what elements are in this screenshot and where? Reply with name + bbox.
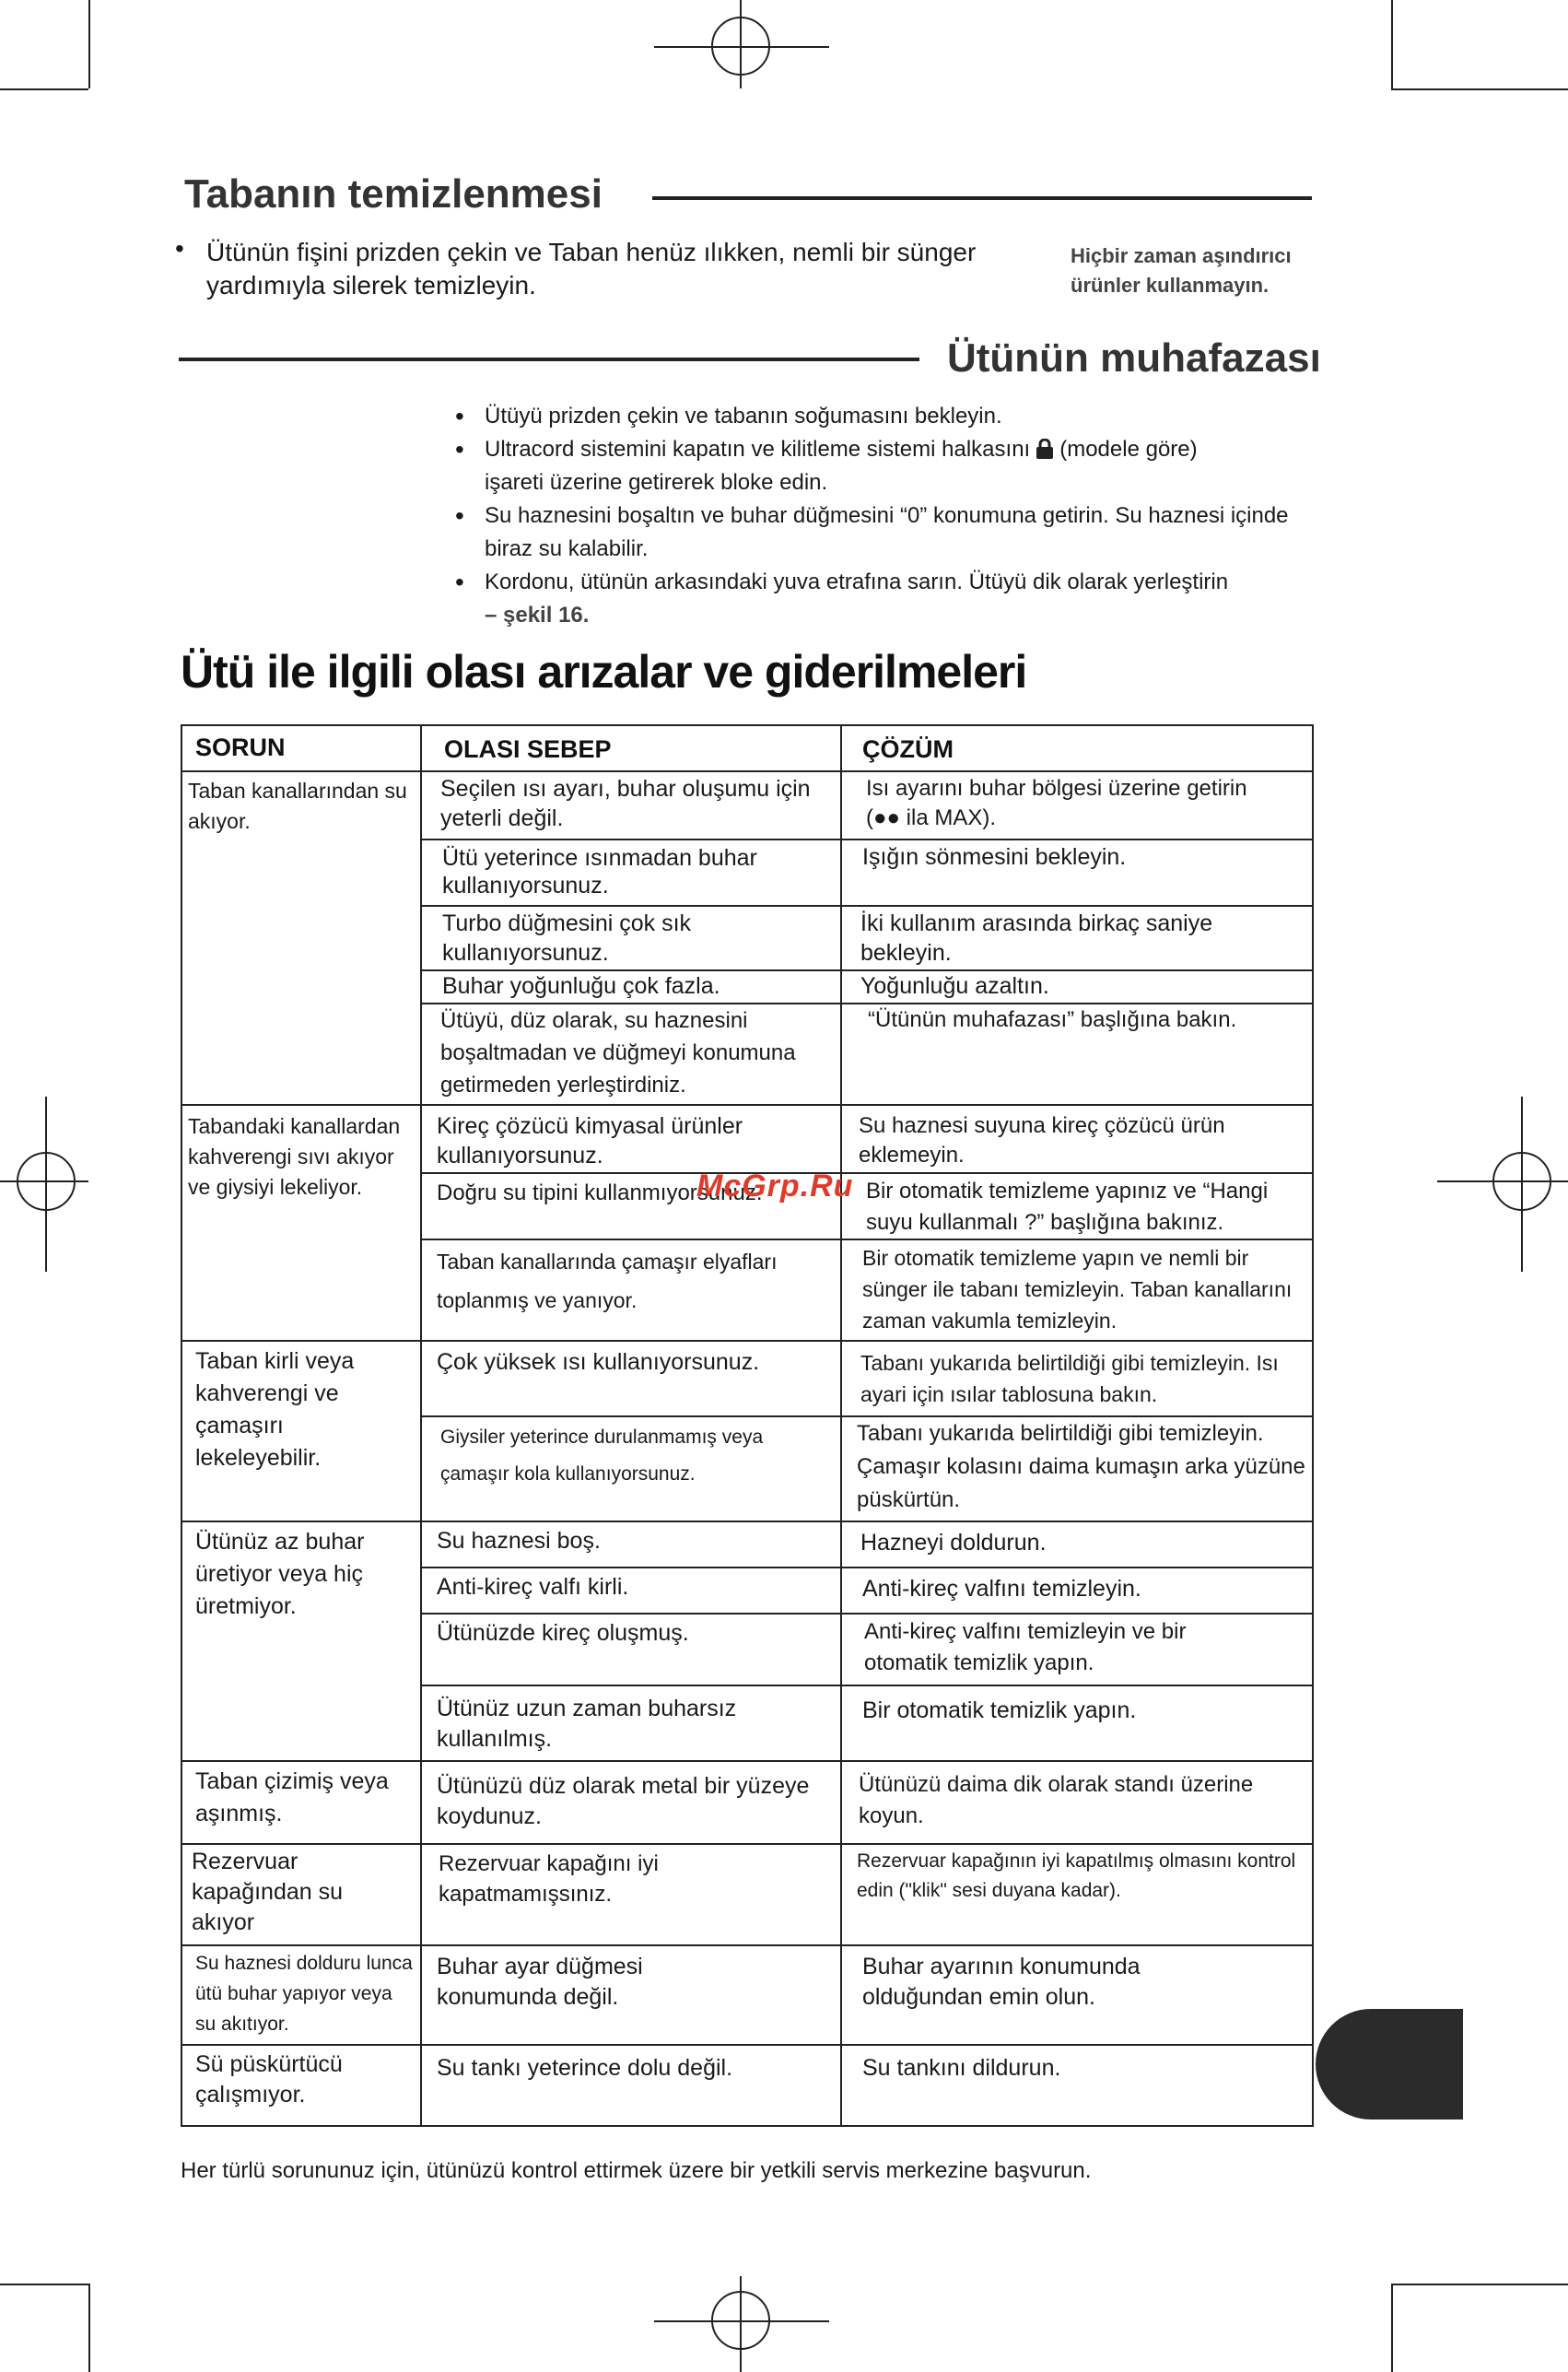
- cause-9: Çok yüksek ısı kullanıyorsunuz.: [437, 1349, 760, 1375]
- storage-item-2: [455, 433, 1340, 499]
- solution-9: Tabanı yukarıda belirtildiği gibi temizleyin. Isı ayari için ısılar tablosuna bakın.: [860, 1351, 1279, 1406]
- solution-8: Bir otomatik temizleme yapın ve nemli bir sünger ile tabanı temizleyin. Taban kanallarını zaman vakumla temizleyin.: [862, 1246, 1293, 1333]
- cause-1: Seçilen ısı ayarı, buhar oluşumu için yeterli değil.: [440, 776, 811, 831]
- storage-title: Ütünün muhafazası: [947, 335, 1321, 381]
- cleaning-text-line-2: yardımıyla silerek temizleyin.: [206, 271, 536, 299]
- cause-6: Kireç çözücü kimyasal ürünler kullanıyorsunuz.: [437, 1113, 743, 1168]
- cause-10: Giysiler yeterince durulanmamış veya çamaşır kola kullanıyorsunuz.: [440, 1427, 764, 1485]
- solution-18: Su tankını dildurun.: [862, 2055, 1061, 2081]
- solution-14: Bir otomatik temizlik yapın.: [862, 1697, 1137, 1723]
- cleaning-title-rule: [652, 196, 1312, 200]
- footer-note: Her türlü sorununuz için, ütünüzü kontrol ettirmek üzere bir yetkili servis merkezine başvurun.: [181, 2158, 1092, 2183]
- problem-1: Taban kanallarından su akıyor.: [188, 779, 407, 833]
- storage-item-4-cont: – şekil 16.: [485, 603, 590, 628]
- cleaning-text: [206, 236, 1063, 302]
- problem-3: Taban kirli veya kahverengi ve çamaşırı lekeleyebilir.: [195, 1348, 355, 1471]
- lock-icon: [1036, 439, 1054, 459]
- cause-8: Taban kanallarında çamaşır elyafları toplanmış ve yanıyor.: [437, 1250, 778, 1312]
- storage-item-4-text: Kordonu, ütünün arkasındaki yuva etrafına sarın. Ütüyü dik olarak yerleştirin: [485, 570, 1229, 594]
- cause-13: Ütünüzde kireç oluşmuş.: [437, 1620, 689, 1646]
- solution-7: Bir otomatik temizleme yapınız ve “Hangi suyu kullanmalı ?” başlığına bakınız.: [866, 1179, 1269, 1235]
- cleaning-warning-line-2: ürünler kullanmayın.: [1071, 274, 1270, 297]
- cause-17: Buhar ayar düğmesi konumunda değil.: [437, 1954, 643, 2010]
- cleaning-text-line-1: Ütünün fişini prizden çekin ve Taban henüz ılıkken, nemli bir sünger: [206, 238, 977, 266]
- storage-item-2-text: Ultracord sistemini kapatın ve kilitleme sistemi halkasını: [485, 437, 1031, 462]
- solution-1-line-2: (●● ila MAX).: [866, 805, 996, 830]
- solution-10: Tabanı yukarıda belirtildiği gibi temizleyin. Çamaşır kolasını daima kumaşın arka yüzüne püskürtün.: [857, 1421, 1305, 1512]
- troubleshooting-table: [181, 724, 1314, 2127]
- cleaning-warning-line-1: Hiçbir zaman aşındırıcı: [1071, 244, 1292, 267]
- storage-item-3-text: Su haznesini boşaltın ve buhar düğmesini “0” konumuna getirin. Su haznesi içinde: [485, 503, 1289, 528]
- cause-4: Buhar yoğunluğu çok fazla.: [442, 973, 720, 999]
- cause-14: Ütünüz uzun zaman buharsız kullanılmış.: [437, 1696, 737, 1752]
- header-problem: SORUN: [195, 734, 286, 761]
- cause-11: Su haznesi boş.: [437, 1528, 601, 1554]
- solution-3: İki kullanım arasında birkaç saniye bekleyin.: [860, 910, 1213, 966]
- storage-list: [455, 400, 1340, 632]
- troubleshooting-title: Ütü ile ilgili olası arızalar ve giderilmeleri: [181, 646, 1027, 698]
- solution-17: Buhar ayarının konumunda olduğundan emin olun.: [862, 1954, 1141, 2010]
- solution-4: Yoğunluğu azaltın.: [860, 973, 1049, 999]
- problem-4: Ütünüz az buhar üretiyor veya hiç üretmiyor.: [195, 1529, 365, 1619]
- cause-18: Su tankı yeterince dolu değil.: [437, 2055, 733, 2081]
- page-tab: [1316, 2009, 1463, 2120]
- storage-item-4: [455, 566, 1340, 632]
- cause-12: Anti-kireç valfı kirli.: [437, 1574, 629, 1600]
- cause-2: Ütü yeterince ısınmadan buhar kullanıyorsunuz.: [442, 845, 757, 898]
- solution-1-line-1: Isı ayarını buhar bölgesi üzerine getirin: [866, 776, 1247, 801]
- solution-6: Su haznesi suyuna kireç çözücü ürün eklemeyin.: [859, 1113, 1225, 1168]
- cause-5: Ütüyü, düz olarak, su haznesini boşaltmadan ve düğmeyi konumuna getirmeden yerleştirdiniz.: [440, 1008, 796, 1098]
- storage-item-3-cont: biraz su kalabilir.: [485, 536, 649, 561]
- cause-16: Rezervuar kapağını iyi kapatmamışsınız.: [439, 1851, 659, 1907]
- cause-7: Doğru su tipini kullanmıyorsunuz.: [437, 1180, 763, 1205]
- storage-item-1: • Ütüyü prizden çekin ve tabanın soğumasını bekleyin.: [455, 400, 1340, 433]
- cleaning-bullet: •: [175, 234, 184, 263]
- problem-8: Sü püskürtücü çalışmıyor.: [195, 2051, 343, 2108]
- cause-3: Turbo düğmesini çok sık kullanıyorsunuz.: [442, 910, 692, 966]
- solution-11: Hazneyi doldurun.: [860, 1530, 1047, 1556]
- problem-2: Tabandaki kanallardan kahverengi sıvı akıyor ve giysiyi lekeliyor.: [188, 1114, 401, 1199]
- solution-16: Rezervuar kapağının iyi kapatılmış olmasını kontrol edin ("klik" sesi duyana kadar).: [857, 1850, 1296, 1901]
- storage-item-2-cont: işareti üzerine getirerek bloke edin.: [485, 470, 828, 495]
- solution-1: [866, 774, 1299, 833]
- cleaning-title: Tabanın temizlenmesi: [184, 171, 603, 217]
- solution-2: Işığın sönmesini bekleyin.: [862, 844, 1127, 870]
- solution-15: Ütünüzü daima dik olarak standı üzerine koyun.: [859, 1772, 1254, 1828]
- watermark: McGrp.Ru: [696, 1168, 854, 1204]
- storage-item-3: [455, 499, 1340, 566]
- solution-13: Anti-kireç valfını temizleyin ve bir otomatik temizlik yapın.: [864, 1619, 1187, 1675]
- problem-5: Taban çizimiş veya aşınmış.: [195, 1768, 389, 1826]
- problem-7: Su haznesi dolduru lunca ütü buhar yapıyor veya su akıtıyor.: [195, 1953, 413, 2035]
- solution-12: Anti-kireç valfını temizleyin.: [862, 1576, 1141, 1602]
- problem-6: Rezervuar kapağından su akıyor: [192, 1849, 344, 1935]
- solution-5: “Ütünün muhafazası” başlığına bakın.: [868, 1007, 1237, 1032]
- cause-15: Ütünüzü düz olarak metal bir yüzeye koydunuz.: [437, 1773, 810, 1829]
- storage-item-2-model: (modele göre): [1059, 437, 1198, 462]
- header-solution: ÇÖZÜM: [862, 735, 954, 763]
- storage-title-rule: [179, 358, 919, 361]
- header-cause: OLASI SEBEP: [444, 735, 612, 763]
- cleaning-warning: [1071, 241, 1292, 300]
